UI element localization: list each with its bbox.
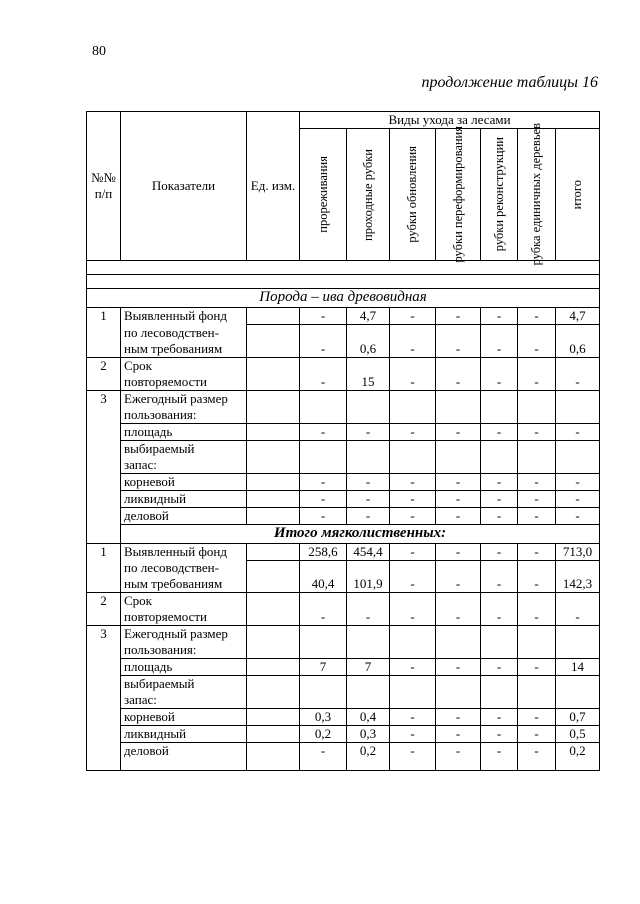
value-cell: - xyxy=(481,709,518,726)
total-cell: - xyxy=(556,507,600,524)
value-cell: - xyxy=(518,726,556,743)
value-cell: - xyxy=(436,490,481,507)
spacer-row xyxy=(87,275,600,289)
value-cell: - xyxy=(436,659,481,676)
row-label: ликвидный xyxy=(121,726,247,743)
unit-cell xyxy=(247,593,300,626)
empty-cell xyxy=(518,390,556,423)
row-label: деловой xyxy=(121,743,247,771)
empty-cell xyxy=(390,626,436,659)
value-cell: - xyxy=(347,593,390,626)
empty-cell xyxy=(247,626,300,659)
value-cell: - xyxy=(518,308,556,325)
value-cell: - xyxy=(347,423,390,440)
value-cell: - xyxy=(390,709,436,726)
forest-care-table xyxy=(86,111,600,771)
value-cell: 7 xyxy=(347,659,390,676)
row-label: Ежегодный размер пользования: xyxy=(121,390,247,423)
empty-cell xyxy=(436,390,481,423)
total-cell: - xyxy=(556,490,600,507)
unit-cell xyxy=(247,743,300,771)
value-cell: - xyxy=(481,325,518,358)
empty-cell xyxy=(347,626,390,659)
value-cell: - xyxy=(390,473,436,490)
value-cell: - xyxy=(300,593,347,626)
col-thinning: прореживания xyxy=(315,156,330,233)
row-num: 3 xyxy=(87,390,121,543)
value-cell: - xyxy=(390,560,436,593)
row-label: по лесоводствен- ным требованиям xyxy=(121,325,247,358)
empty-cell xyxy=(390,676,436,709)
value-cell: 0,4 xyxy=(347,709,390,726)
value-cell: 101,9 xyxy=(347,560,390,593)
value-cell: - xyxy=(436,743,481,771)
unit-cell xyxy=(247,560,300,593)
section-title: Порода – ива древовидная xyxy=(87,289,600,308)
row-num: 2 xyxy=(87,357,121,390)
empty-cell xyxy=(518,676,556,709)
value-cell: - xyxy=(518,560,556,593)
value-cell: - xyxy=(481,490,518,507)
value-cell: - xyxy=(481,593,518,626)
value-cell: - xyxy=(300,325,347,358)
total-cell: 0,7 xyxy=(556,709,600,726)
total-cell: - xyxy=(556,423,600,440)
row-label: выбираемый запас: xyxy=(121,440,247,473)
empty-cell xyxy=(247,676,300,709)
value-cell: - xyxy=(300,507,347,524)
row-num: 2 xyxy=(87,593,121,626)
empty-cell xyxy=(556,440,600,473)
value-cell: - xyxy=(390,659,436,676)
header-num: №№ п/п xyxy=(87,112,121,261)
value-cell: - xyxy=(518,593,556,626)
value-cell: - xyxy=(300,423,347,440)
row-label: площадь xyxy=(121,423,247,440)
value-cell: - xyxy=(436,423,481,440)
value-cell: - xyxy=(300,357,347,390)
value-cell: - xyxy=(518,490,556,507)
value-cell: - xyxy=(481,659,518,676)
col-reconstruction-cutting: рубки реконструкции xyxy=(491,137,506,252)
value-cell: - xyxy=(390,308,436,325)
empty-cell xyxy=(347,676,390,709)
unit-cell xyxy=(247,308,300,325)
value-cell: - xyxy=(481,423,518,440)
value-cell: - xyxy=(347,490,390,507)
value-cell: 0,3 xyxy=(300,709,347,726)
row-num: 1 xyxy=(87,308,121,358)
value-cell: 0,3 xyxy=(347,726,390,743)
unit-cell xyxy=(247,543,300,560)
table-continuation-caption: продолжение таблицы 16 xyxy=(421,74,598,91)
value-cell: - xyxy=(300,473,347,490)
row-label: ликвидный xyxy=(121,490,247,507)
empty-cell xyxy=(436,440,481,473)
value-cell: - xyxy=(300,490,347,507)
value-cell: - xyxy=(481,507,518,524)
empty-cell xyxy=(390,390,436,423)
row-num: 3 xyxy=(87,626,121,771)
row-num: 1 xyxy=(87,543,121,593)
value-cell: - xyxy=(518,473,556,490)
unit-cell xyxy=(247,726,300,743)
empty-cell xyxy=(481,626,518,659)
total-cell: - xyxy=(556,593,600,626)
value-cell: 454,4 xyxy=(347,543,390,560)
page-number: 80 xyxy=(92,44,106,59)
value-cell: - xyxy=(300,308,347,325)
row-label: Выявленный фонд xyxy=(121,308,247,325)
unit-cell xyxy=(247,473,300,490)
value-cell: - xyxy=(481,357,518,390)
row-label: Срок повторяемости xyxy=(121,357,247,390)
value-cell: - xyxy=(436,325,481,358)
empty-cell xyxy=(481,390,518,423)
value-cell: - xyxy=(518,543,556,560)
value-cell: 4,7 xyxy=(347,308,390,325)
total-cell: 4,7 xyxy=(556,308,600,325)
value-cell: - xyxy=(390,423,436,440)
value-cell: - xyxy=(347,507,390,524)
value-cell: - xyxy=(390,325,436,358)
value-cell: - xyxy=(436,709,481,726)
col-single-tree-cutting: рубка единичных деревьев xyxy=(529,123,543,266)
value-cell: - xyxy=(436,507,481,524)
value-cell: 7 xyxy=(300,659,347,676)
value-cell: - xyxy=(518,423,556,440)
empty-cell xyxy=(481,440,518,473)
col-total: итого xyxy=(570,179,585,210)
total-cell: 0,6 xyxy=(556,325,600,358)
value-cell: - xyxy=(347,473,390,490)
value-cell: - xyxy=(481,543,518,560)
row-label: площадь xyxy=(121,659,247,676)
value-cell: - xyxy=(300,743,347,771)
row-label: по лесоводствен- ным требованиям xyxy=(121,560,247,593)
value-cell: - xyxy=(390,593,436,626)
value-cell: 40,4 xyxy=(300,560,347,593)
row-label: корневой xyxy=(121,473,247,490)
col-renewal-cutting: рубки обновления xyxy=(405,146,419,243)
total-cell: 0,5 xyxy=(556,726,600,743)
value-cell: 258,6 xyxy=(300,543,347,560)
row-label: Выявленный фонд xyxy=(121,543,247,560)
unit-cell xyxy=(247,357,300,390)
empty-cell xyxy=(347,440,390,473)
total-cell: 713,0 xyxy=(556,543,600,560)
unit-cell xyxy=(247,507,300,524)
header-care-types: Виды ухода за лесами xyxy=(300,112,600,129)
header-unit: Ед. изм. xyxy=(247,112,300,261)
value-cell: - xyxy=(390,507,436,524)
unit-cell xyxy=(247,490,300,507)
total-cell: 0,2 xyxy=(556,743,600,771)
empty-cell xyxy=(300,440,347,473)
value-cell: - xyxy=(481,743,518,771)
unit-cell xyxy=(247,325,300,358)
value-cell: - xyxy=(390,543,436,560)
value-cell: - xyxy=(436,543,481,560)
col-reformation-cutting: рубки переформирования xyxy=(450,126,465,263)
empty-cell xyxy=(247,440,300,473)
value-cell: - xyxy=(436,473,481,490)
value-cell: - xyxy=(518,357,556,390)
row-label: Ежегодный размер пользования: xyxy=(121,626,247,659)
total-cell: 14 xyxy=(556,659,600,676)
empty-cell xyxy=(518,626,556,659)
value-cell: 0,2 xyxy=(300,726,347,743)
total-cell: - xyxy=(556,473,600,490)
value-cell: - xyxy=(436,593,481,626)
col-passage-cutting: проходные рубки xyxy=(360,148,375,241)
value-cell: - xyxy=(518,659,556,676)
value-cell: - xyxy=(481,473,518,490)
unit-cell xyxy=(247,659,300,676)
empty-cell xyxy=(300,676,347,709)
value-cell: - xyxy=(390,357,436,390)
empty-cell xyxy=(390,440,436,473)
unit-cell xyxy=(247,709,300,726)
value-cell: - xyxy=(518,325,556,358)
value-cell: - xyxy=(436,560,481,593)
empty-cell xyxy=(518,440,556,473)
unit-cell xyxy=(247,423,300,440)
value-cell: - xyxy=(436,357,481,390)
row-label: деловой xyxy=(121,507,247,524)
empty-cell xyxy=(300,390,347,423)
value-cell: - xyxy=(390,490,436,507)
section-title: Итого мягколиственных: xyxy=(121,524,600,543)
value-cell: 0,6 xyxy=(347,325,390,358)
empty-cell xyxy=(556,676,600,709)
row-label: Срок повторяемости xyxy=(121,593,247,626)
empty-cell xyxy=(556,626,600,659)
empty-cell xyxy=(300,626,347,659)
row-label: выбираемый запас: xyxy=(121,676,247,709)
value-cell: 0,2 xyxy=(347,743,390,771)
header-indicator: Показатели xyxy=(121,112,247,261)
value-cell: - xyxy=(481,726,518,743)
value-cell: - xyxy=(436,726,481,743)
empty-cell xyxy=(556,390,600,423)
value-cell: - xyxy=(390,743,436,771)
total-cell: - xyxy=(556,357,600,390)
value-cell: - xyxy=(481,308,518,325)
value-cell: - xyxy=(390,726,436,743)
empty-cell xyxy=(247,390,300,423)
value-cell: - xyxy=(518,709,556,726)
empty-cell xyxy=(436,626,481,659)
total-cell: 142,3 xyxy=(556,560,600,593)
empty-cell xyxy=(436,676,481,709)
value-cell: - xyxy=(518,507,556,524)
value-cell: - xyxy=(436,308,481,325)
empty-cell xyxy=(481,676,518,709)
row-label: корневой xyxy=(121,709,247,726)
empty-cell xyxy=(347,390,390,423)
spacer-row xyxy=(87,261,600,275)
value-cell: 15 xyxy=(347,357,390,390)
value-cell: - xyxy=(481,560,518,593)
value-cell: - xyxy=(518,743,556,771)
